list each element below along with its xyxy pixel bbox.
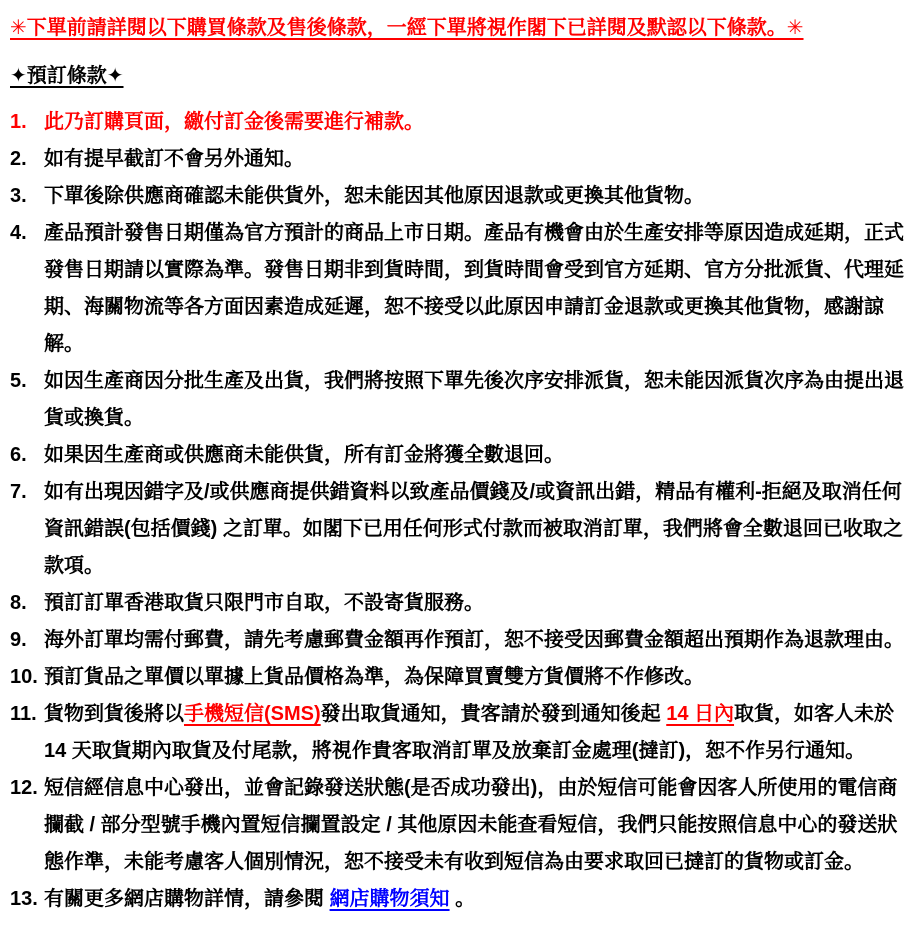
term-text [44, 363, 905, 437]
term-number: 1. [10, 111, 27, 133]
term-text-segment: 發出取貨通知，貴客請於發到通知後起 [320, 703, 667, 725]
section-title-preorder-terms: ✦預訂條款✦ [10, 65, 124, 87]
term-text-segment: 如有提早截訂不會另外通知。 [44, 148, 304, 170]
term-number: 11. [10, 703, 37, 725]
term-number: 3. [10, 185, 27, 207]
term-text-segment: 如果因生產商或供應商未能供貨，所有訂金將獲全數退回。 [44, 444, 564, 466]
term-number: 4. [10, 222, 27, 244]
term-text-segment: 此乃訂購頁面，繳付訂金後需要進行補款。 [44, 111, 424, 133]
term-text-segment: 如有出現因錯字及/或供應商提供錯資料以致產品價錢及/或資訊出錯，精品有權利-拒絕及取消任何資訊錯誤(包括價錢) 之訂單。如閣下已用任何形式付款而被取消訂單，我們將會全數退回已收取之款項。 [44, 481, 903, 577]
term-item-11 [10, 696, 905, 770]
store-shopping-notice-link[interactable]: 網店購物須知 [329, 888, 450, 910]
term-text [44, 696, 905, 770]
term-item-1 [10, 104, 905, 141]
term-number: 13. [10, 888, 38, 910]
term-text-segment: 有關更多網店購物詳情，請參閱 [44, 888, 330, 910]
term-text [44, 215, 905, 363]
term-item-9 [10, 622, 905, 659]
term-text [44, 659, 905, 696]
term-number: 8. [10, 592, 27, 614]
terms-warning-header: ✳下單前請詳閱以下購買條款及售後條款，一經下單將視作閣下已詳閱及默認以下條款。✳ [10, 17, 804, 39]
term-item-13 [10, 881, 905, 918]
term-item-7 [10, 474, 905, 585]
term-text-segment: 下單後除供應商確認未能供貨外，恕未能因其他原因退款或更換其他貨物。 [44, 185, 704, 207]
term-text-segment: 預訂貨品之單價以單據上貨品價格為準，為保障買賣雙方貨價將不作修改。 [44, 666, 704, 688]
term-number: 6. [10, 444, 27, 466]
term-text-segment: 預訂訂單香港取貨只限門市自取，不設寄貨服務。 [44, 592, 484, 614]
term-number: 5. [10, 370, 27, 392]
term-item-3 [10, 178, 905, 215]
term-text-segment: 產品預計發售日期僅為官方預計的商品上市日期。產品有機會由於生產安排等原因造成延期，正式發售日期請以實際為準。發售日期非到貨時間，到貨時間會受到官方延期、官方分批派貨、代理延期、海關物流等各方面因素造成延遲，恕不接受以此原因申請訂金退款或更換其他貨物，感謝諒解。 [44, 222, 904, 355]
term-text-segment: 短信經信息中心發出，並會記錄發送狀態(是否成功發出)，由於短信可能會因客人所使用的電信商攔截 / 部分型號手機內置短信攔置設定 / 其他原因未能查看短信，我們只能按照信息中心的發送狀態作準，未能考慮客人個別情況，恕不接受未有收到短信為由要求取回已撻訂的貨物或訂金。 [44, 777, 898, 873]
term-item-12 [10, 770, 905, 881]
term-text [44, 178, 905, 215]
term-text-segment: 貨物到貨後將以 [44, 703, 184, 725]
term-text [44, 104, 905, 141]
terms-list [10, 104, 905, 918]
term-text [44, 881, 905, 918]
term-text [44, 585, 905, 622]
term-number: 2. [10, 148, 27, 170]
term-text-segment: 。 [449, 888, 476, 910]
term-item-5 [10, 363, 905, 437]
term-text [44, 622, 905, 659]
term-text-segment: 海外訂單均需付郵費，請先考慮郵費金額再作預訂，恕不接受因郵費金額超出預期作為退款理由。 [44, 629, 904, 651]
term-number: 9. [10, 629, 27, 651]
term-number: 7. [10, 481, 27, 503]
term-text [44, 770, 905, 881]
term-item-4 [10, 215, 905, 363]
term-item-10 [10, 659, 905, 696]
term-number: 12. [10, 777, 38, 799]
term-number: 10. [10, 666, 38, 688]
term-item-8 [10, 585, 905, 622]
pickup-deadline-highlight: 14 日內 [666, 703, 735, 725]
sms-notice-highlight: 手機短信(SMS) [184, 703, 321, 725]
term-text [44, 141, 905, 178]
term-text-segment: 如因生產商因分批生產及出貨，我們將按照下單先後次序安排派貨，恕未能因派貨次序為由提出退貨或換貨。 [44, 370, 904, 429]
term-text [44, 437, 905, 474]
term-item-2 [10, 141, 905, 178]
term-text-segment: 取貨，如客人未於 14 天取貨期內取貨及付尾款，將視作貴客取消訂單及放棄訂金處理(撻訂)，恕不作另行通知。 [44, 703, 895, 762]
term-text [44, 474, 905, 585]
term-item-6 [10, 437, 905, 474]
